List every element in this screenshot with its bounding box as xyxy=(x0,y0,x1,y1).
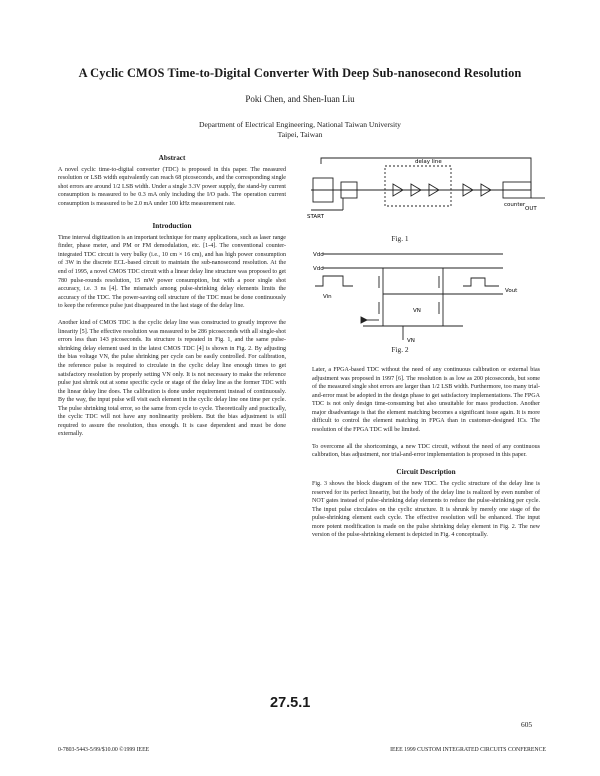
abstract-text: A novel cyclic time-to-digital converter (TDC) is proposed in this paper. The measured resolution or LSB width equivalently can reach 68 picoseconds, and the corresponding single shot errors are around 1/2 LSB width. Under a single 3.3V power supply, the stand-by current consumption is measured to be 0.3 mA only including the I/O pads. The operation current consumption is measured to be 2.0 mA under 100 kHz measurement rate. xyxy=(58,166,286,207)
fig2-vin-label: Vin xyxy=(323,294,332,300)
fig2-vdd-label-1: Vdd xyxy=(313,252,324,258)
introduction-paragraph-2: Another kind of CMOS TDC is the cyclic delay line was constructed to greatly improve the linearity [5]. The effective resolution was measured to be 286 picoseconds with all single-shot errors less than 143 picoseconds. Its structure is repeated in Fig. 1, and the same pulse-shrinking delay element used in the latest CMOS TDC [4] is shown in Fig. 2. By adjusting the bias voltage VN, the pulse shrinking per cycle can be easily controlled. For calibration, the reference pulse is required to circulate in the cyclic delay line enough times to get satisfactory resolution by properly setting VN only. It is not necessary to make the reference pulse just shrink out at some specific cycle or stage of the delay line as the former TDC with the linear delay line does. The calibration is done under requirement instead of continuously. By the way, the input pulse will visit each element in the cyclic delay line one time per cycle. The pulse shrinking total error, so the same from cycle to cycle. Theoretically and practically, the cyclic TDC will not have any nonlinearity problem. But the bias adjustment is still required to assure the resolution, thus enough. It is case dependent and must be done externally. xyxy=(58,320,286,438)
circuit-description-text: Fig. 3 shows the block diagram of the new TDC. The cyclic structure of the delay line is reserved for its perfect linearity, but the body of the delay line is realized by even number of NOT gates instead of pulse-shrinking delay elements to reduce the pulse-shrinking per cycle. The input pulse circulates on the cyclic structure. It is shrunk by merely one stage of the pulse-shrinking element each cycle. The effective resolution will be enhanced. The input more potent modification is made on the pulse shrinking delay element in Fig. 2. The new version of the pulse-shrinking element is depicted in Fig. 4 conceptually. xyxy=(312,481,540,539)
figure-2-diagram xyxy=(303,246,548,346)
paper-authors: Poki Chen, and Shen-Iuan Liu xyxy=(245,94,355,104)
fig2-vn-label: VN xyxy=(413,308,421,314)
fig1-delay-line-label: delay line xyxy=(415,159,442,165)
introduction-heading: Introduction xyxy=(152,222,192,231)
affiliation-line-2: Taipei, Taiwan xyxy=(277,130,323,139)
delay-line-bracket xyxy=(385,166,451,206)
output-pulse-waveform xyxy=(463,278,499,286)
introduction-paragraph-1: Time interval digitization is an important technique for many applications, such as laser range finder, phase meter, and PM or FM demodulation, etc. [1-4]. The conventional counter-integrated TDC circuit is very bulky (i.e., 10 cm × 16 cm), and has high power consumption of 3W in the discrete ECL-based circuit to maintain the sub-nanosecond resolution. At the end of 1995, a novel CMOS TDC circuit with a linear delay line structure was proposed to get 780 pulse-rounds resolution, 15 mW power consumption, but with a poor single shot accuracy, i.e. 3 ns [4]. The mismatch among pulse-shrinking delay elements limits the accuracy of the TDC. The power-saving cell structure of the TDC must be done continuously to keep the reference pulse just disappeared in the last stage of the delay line. xyxy=(58,234,286,310)
fig1-out-label: OUT xyxy=(525,206,537,212)
fig1-counter-label: counter xyxy=(504,202,526,208)
footer-copyright-code: 0-7803-5443-5/99/$10.00 ©1999 IEEE xyxy=(58,747,150,753)
fig2-vdd-label-2: Vdd xyxy=(313,266,324,272)
figure-2-caption: Fig. 2 xyxy=(391,345,409,354)
input-arrow xyxy=(361,317,367,323)
paper-affiliation xyxy=(0,120,600,140)
right-paragraph-1: Later, a FPGA-based TDC without the need of any continuous calibration or external bias adjustment was proposed in 1997 [6]. The resolution is as low as 200 picoseconds, but some of the measured single shot errors are larger than 1/2 LSB width. Furthermore, too many trial-and-error must be adopted in the design phase to get satisfactory implementations. The FPGA TDC is not only design time-consuming but also unsuitable for mass production. Another major disadvantage is that the element matching becomes a significant issue again. It is more difficult to control the element matching in FPGA than in customer-designed ICs. The resolution of the FPGA TDC will be limited. xyxy=(312,367,540,433)
affiliation-line-1: Department of Electrical Engineering, National Taiwan University xyxy=(199,120,401,129)
abstract-heading: Abstract xyxy=(158,154,186,162)
fig1-start-label: START xyxy=(307,214,324,220)
page-number: 605 xyxy=(521,720,533,729)
left-column xyxy=(58,154,286,447)
input-pulse-waveform xyxy=(315,276,353,286)
figure-1-caption: Fig. 1 xyxy=(391,234,409,243)
fig2-vout-label: Vout xyxy=(505,288,518,294)
fig2-vbias-label: VN xyxy=(407,338,415,344)
right-column xyxy=(312,366,540,548)
conference-session-number: 27.5.1 xyxy=(270,695,311,711)
footer-conference-name: IEEE 1999 CUSTOM INTEGRATED CIRCUITS CONFERENCE xyxy=(390,747,546,753)
right-paragraph-2: To overcome all the shortcomings, a new TDC circuit, without the need of any continuous calibration, bias adjustment, nor trial-and-error implementation is proposed in this paper. xyxy=(312,443,540,459)
figure-1-diagram xyxy=(303,152,548,234)
paper-title: A Cyclic CMOS Time-to-Digital Converter With Deep Sub-nanosecond Resolution xyxy=(78,66,522,80)
circuit-description-heading: Circuit Description xyxy=(396,468,456,477)
